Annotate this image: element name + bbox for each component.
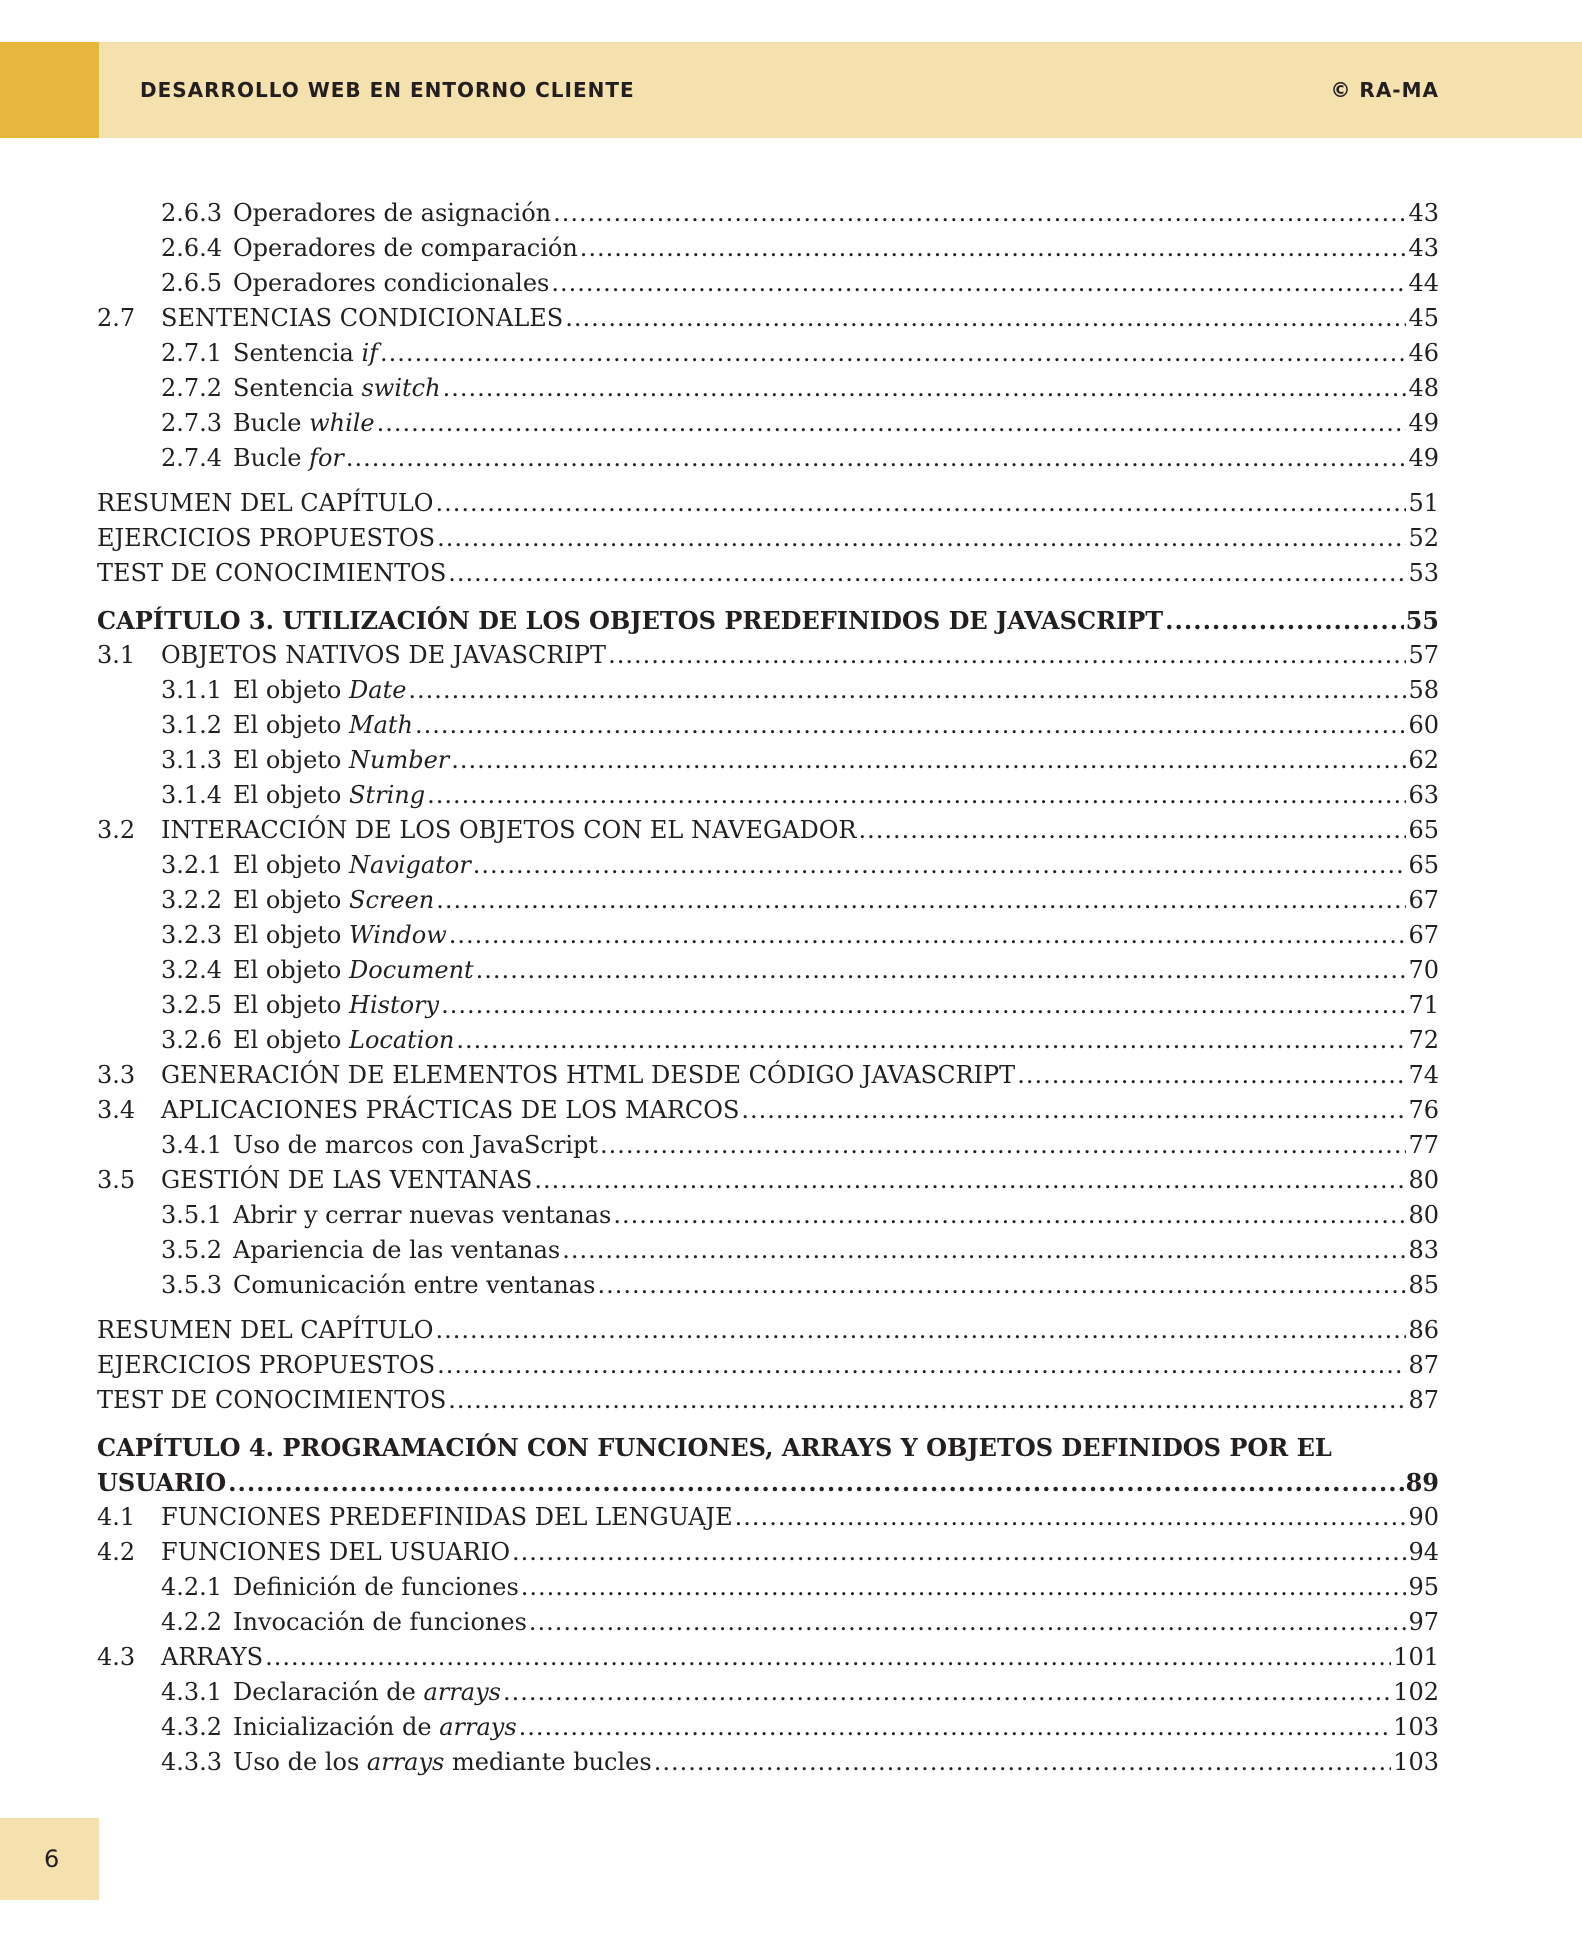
toc-entry-label [233, 441, 344, 476]
toc-entry-label [233, 1128, 598, 1163]
toc-entry-italic-term: for [309, 444, 344, 472]
dot-leader [735, 1500, 1407, 1535]
toc-entry [97, 196, 1439, 231]
toc-entry-number: 2.7.1 [161, 339, 223, 367]
toc-entry-number: 3.4.1 [161, 1131, 223, 1159]
dot-leader [427, 778, 1406, 813]
toc-entry-text: Operadores de asignación [233, 199, 552, 227]
toc-entry-label [233, 918, 447, 953]
toc-entry-text: El objeto [233, 991, 342, 1019]
toc-entry-text: El objeto [233, 746, 342, 774]
toc-entry-page: 74 [1408, 1061, 1439, 1089]
toc-entry-page: 86 [1408, 1316, 1439, 1344]
toc-entry-page: 95 [1408, 1573, 1439, 1601]
dot-leader [608, 638, 1406, 673]
dot-leader [435, 1313, 1406, 1348]
toc-entry [97, 371, 1439, 406]
toc-entry-page: 103 [1393, 1748, 1439, 1776]
dot-leader [551, 266, 1406, 301]
toc-entry [97, 743, 1439, 778]
dot-leader [1017, 1058, 1406, 1093]
toc-entry-text: El objeto [233, 711, 342, 739]
toc-entry-text: CAPÍTULO 3. UTILIZACIÓN DE LOS OBJETOS PREDEFINIDOS DE JAVASCRIPT [97, 606, 1164, 635]
toc-entry-number: 3.3 [97, 1061, 136, 1089]
dot-leader [437, 1348, 1406, 1383]
toc-entry [97, 1535, 1439, 1570]
toc-entry [97, 1163, 1439, 1198]
toc-entry-text: TEST DE CONOCIMIENTOS [97, 559, 447, 587]
toc-entry-page: 53 [1408, 559, 1439, 587]
dot-leader [346, 441, 1407, 476]
toc-entry-italic-term: Window [349, 921, 447, 949]
toc-entry-label [161, 638, 606, 673]
dot-leader [443, 371, 1407, 406]
dot-leader [441, 988, 1406, 1023]
toc-entry-page: 60 [1408, 711, 1439, 739]
toc-entry-label [97, 486, 433, 521]
toc-entry-page: 80 [1408, 1201, 1439, 1229]
toc-entry-page: 89 [1405, 1468, 1439, 1497]
toc-entry-text: OBJETOS NATIVOS DE JAVASCRIPT [161, 641, 607, 669]
toc-entry-label [233, 371, 441, 406]
toc-entry [97, 486, 1439, 521]
toc-entry-text: El objeto [233, 851, 342, 879]
toc-entry-label [97, 603, 1163, 638]
header-accent-block [0, 42, 99, 138]
toc-entry-label [161, 1058, 1015, 1093]
toc-entry [97, 708, 1439, 743]
toc-entry-label [233, 743, 449, 778]
toc-entry [97, 778, 1439, 813]
toc-entry-text: El objeto [233, 676, 342, 704]
toc-entry-page: 48 [1408, 374, 1439, 402]
toc-entry-label [161, 301, 563, 336]
toc-entry-number: 4.3.2 [161, 1713, 223, 1741]
toc-entry-number: 2.7.2 [161, 374, 223, 402]
toc-entry-page: 83 [1408, 1236, 1439, 1264]
toc-entry-text: Comunicación entre ventanas [233, 1271, 596, 1299]
toc-entry-page: 71 [1408, 991, 1439, 1019]
toc-entry-page: 103 [1393, 1713, 1439, 1741]
toc-entry-number: 4.2 [97, 1538, 136, 1566]
dot-leader [521, 1570, 1407, 1605]
toc-entry-italic-term: Number [349, 746, 450, 774]
toc-entry-text: Bucle [233, 409, 302, 437]
toc-entry-label [233, 196, 551, 231]
toc-entry-label [233, 231, 578, 266]
dot-leader [476, 953, 1407, 988]
toc-entry [97, 406, 1439, 441]
dot-leader [451, 743, 1406, 778]
dot-leader [435, 486, 1406, 521]
toc-entry-label [97, 521, 435, 556]
toc-entry [97, 336, 1439, 371]
toc-entry-text: El objeto [233, 886, 342, 914]
toc-entry-number: 2.7.4 [161, 444, 223, 472]
toc-entry-number: 4.3.3 [161, 1748, 223, 1776]
toc-entry-text: FUNCIONES DEL USUARIO [161, 1538, 511, 1566]
toc-entry-text: INTERACCIÓN DE LOS OBJETOS CON EL NAVEGADOR [161, 816, 857, 844]
toc-entry-text: El objeto [233, 921, 342, 949]
toc-entry-number: 3.1 [97, 641, 136, 669]
toc-entry-italic-term: Document [349, 956, 474, 984]
toc-entry-label [233, 673, 406, 708]
toc-entry [97, 1745, 1439, 1780]
toc-entry-number: 4.1 [97, 1503, 136, 1531]
toc-entry-label [161, 813, 856, 848]
toc-entry-italic-term: Navigator [349, 851, 471, 879]
toc-entry-number: 3.5.3 [161, 1271, 223, 1299]
toc-entry-page: 67 [1408, 921, 1439, 949]
toc-entry-number: 3.1.3 [161, 746, 223, 774]
toc-entry-text: SENTENCIAS CONDICIONALES [161, 304, 564, 332]
toc-entry-label [233, 336, 378, 371]
toc-entry-page: 51 [1408, 489, 1439, 517]
dot-leader [473, 848, 1407, 883]
toc-entry-number: 3.5.1 [161, 1201, 223, 1229]
toc-entry-text: GENERACIÓN DE ELEMENTOS HTML DESDE CÓDIGO JAVASCRIPT [161, 1061, 1016, 1089]
toc-entry-number: 3.2.3 [161, 921, 223, 949]
toc-entry-label [97, 556, 446, 591]
dot-leader [512, 1535, 1406, 1570]
toc-entry-text: Operadores condicionales [233, 269, 550, 297]
toc-entry-label [233, 1605, 527, 1640]
toc-entry-text-suffix: mediante bucles [451, 1748, 652, 1776]
toc-entry [97, 883, 1439, 918]
toc-entry-number: 4.3 [97, 1643, 136, 1671]
dot-leader [858, 813, 1406, 848]
toc-entry-page: 45 [1408, 304, 1439, 332]
toc-entry [97, 1348, 1439, 1383]
toc-entry [97, 1640, 1439, 1675]
toc-entry-label [97, 1465, 226, 1500]
toc-entry-page: 62 [1408, 746, 1439, 774]
toc-entry-text: RESUMEN DEL CAPÍTULO [97, 489, 434, 517]
dot-leader [597, 1268, 1406, 1303]
toc-entry-text: ARRAYS [161, 1643, 264, 1671]
toc-entry-label [97, 1383, 446, 1418]
toc-entry-text: Sentencia [233, 339, 354, 367]
toc-entry-text: El objeto [233, 956, 342, 984]
toc-entry-label [233, 1745, 652, 1780]
toc-entry-text: EJERCICIOS PROPUESTOS [97, 524, 436, 552]
toc-entry-label [233, 988, 439, 1023]
toc-entry-page: 43 [1408, 234, 1439, 262]
toc-entry-text: Uso de marcos con JavaScript [233, 1131, 599, 1159]
dot-leader [415, 708, 1406, 743]
toc-entry-number: 3.2.6 [161, 1026, 223, 1054]
toc-entry-label [97, 1430, 1332, 1465]
toc-entry [97, 1128, 1439, 1163]
toc-entry [97, 1500, 1439, 1535]
dot-leader [565, 301, 1406, 336]
dot-leader [448, 1383, 1406, 1418]
toc-entry-label [233, 1268, 595, 1303]
toc-entry-italic-term: Location [349, 1026, 455, 1054]
toc-entry-text: CAPÍTULO 4. PROGRAMACIÓN CON FUNCIONES, ARRAYS Y OBJETOS DEFINIDOS POR EL [97, 1433, 1332, 1462]
toc-entry-label [233, 708, 413, 743]
toc-entry [97, 441, 1439, 476]
toc-entry [97, 1058, 1439, 1093]
toc-entry-label [233, 778, 425, 813]
dot-leader [1165, 603, 1403, 638]
toc-entry-label [233, 406, 375, 441]
toc-entry [97, 673, 1439, 708]
toc-entry-number: 3.2.5 [161, 991, 223, 1019]
toc-entry-text: Apariencia de las ventanas [233, 1236, 561, 1264]
toc-entry-label [233, 848, 471, 883]
toc-entry-label [161, 1535, 510, 1570]
dot-leader [529, 1605, 1407, 1640]
toc-chapter-entry [97, 1465, 1439, 1500]
toc-entry-italic-term: History [349, 991, 440, 1019]
toc-entry-page: 80 [1408, 1166, 1439, 1194]
toc-entry-label [161, 1093, 739, 1128]
toc-entry-number: 3.2.2 [161, 886, 223, 914]
toc-entry [97, 638, 1439, 673]
dot-leader [265, 1640, 1391, 1675]
toc-entry-page: 43 [1408, 199, 1439, 227]
toc-entry-number: 2.7 [97, 304, 136, 332]
dot-leader [436, 883, 1406, 918]
toc-entry-page: 57 [1408, 641, 1439, 669]
toc-entry-label [233, 1198, 611, 1233]
toc-entry-page: 77 [1408, 1131, 1439, 1159]
toc-chapter-entry [97, 1430, 1439, 1465]
toc-entry-page: 46 [1408, 339, 1439, 367]
toc-entry [97, 231, 1439, 266]
toc-entry-text: El objeto [233, 1026, 342, 1054]
toc-entry-page: 52 [1408, 524, 1439, 552]
dot-leader [503, 1675, 1391, 1710]
toc-entry-label [233, 953, 474, 988]
toc-entry-text: Abrir y cerrar nuevas ventanas [233, 1201, 612, 1229]
toc-entry-italic-term: arrays [366, 1748, 445, 1776]
toc-entry-number: 3.5 [97, 1166, 136, 1194]
toc-entry-number: 3.1.2 [161, 711, 223, 739]
toc-entry [97, 1710, 1439, 1745]
toc-entry-label [233, 1233, 560, 1268]
dot-leader [600, 1128, 1406, 1163]
toc-entry-page: 44 [1408, 269, 1439, 297]
toc-entry-number: 3.1.4 [161, 781, 223, 809]
toc-entry-number: 4.2.1 [161, 1573, 223, 1601]
toc-entry-label [233, 1570, 519, 1605]
toc-entry [97, 813, 1439, 848]
toc-entry-page: 55 [1405, 606, 1439, 635]
toc-entry-label [233, 266, 549, 301]
toc-entry-text: El objeto [233, 781, 342, 809]
toc-entry [97, 1675, 1439, 1710]
toc-entry-page: 49 [1408, 444, 1439, 472]
toc-entry-page: 87 [1408, 1351, 1439, 1379]
toc-entry-page: 76 [1408, 1096, 1439, 1124]
toc-entry-page: 65 [1408, 816, 1439, 844]
toc-entry-number: 2.6.3 [161, 199, 223, 227]
toc-entry-page: 102 [1393, 1678, 1439, 1706]
toc-entry-number: 2.7.3 [161, 409, 223, 437]
dot-leader [553, 196, 1406, 231]
toc-entry-page: 63 [1408, 781, 1439, 809]
toc-entry-text: Declaración de [233, 1678, 416, 1706]
toc-entry-label [161, 1163, 532, 1198]
dot-leader [534, 1163, 1406, 1198]
toc-entry [97, 1313, 1439, 1348]
toc-entry-number: 2.6.5 [161, 269, 223, 297]
toc-entry-label [233, 883, 434, 918]
toc-entry-number: 3.1.1 [161, 676, 223, 704]
toc-entry-text: Sentencia [233, 374, 354, 402]
dot-leader [456, 1023, 1406, 1058]
toc-entry-page: 85 [1408, 1271, 1439, 1299]
toc-entry-page: 90 [1408, 1503, 1439, 1531]
toc-entry-italic-term: arrays [423, 1678, 501, 1706]
toc-entry-label [161, 1500, 733, 1535]
toc-entry-text: FUNCIONES PREDEFINIDAS DEL LENGUAJE [161, 1503, 733, 1531]
toc-entry [97, 301, 1439, 336]
toc-entry-number: 3.5.2 [161, 1236, 223, 1264]
table-of-contents [97, 196, 1439, 1780]
toc-entry [97, 521, 1439, 556]
toc-entry-italic-term: String [349, 781, 426, 809]
toc-entry-page: 70 [1408, 956, 1439, 984]
dot-leader [449, 918, 1407, 953]
toc-entry-text: Inicialización de [233, 1713, 432, 1741]
toc-entry [97, 1605, 1439, 1640]
toc-entry-italic-term: Math [349, 711, 413, 739]
toc-entry-page: 87 [1408, 1386, 1439, 1414]
toc-entry-text: Definición de funciones [233, 1573, 519, 1601]
dot-leader [408, 673, 1406, 708]
toc-entry-number: 2.6.4 [161, 234, 223, 262]
dot-leader [654, 1745, 1392, 1780]
toc-entry-number: 4.2.2 [161, 1608, 223, 1636]
toc-entry-label [161, 1640, 263, 1675]
toc-entry-page: 58 [1408, 676, 1439, 704]
toc-entry-number: 3.2.1 [161, 851, 223, 879]
toc-entry [97, 1383, 1439, 1418]
dot-leader [380, 336, 1406, 371]
toc-entry [97, 1233, 1439, 1268]
toc-entry [97, 266, 1439, 301]
toc-entry-italic-term: Date [349, 676, 407, 704]
toc-entry-text: Uso de los [233, 1748, 360, 1776]
dot-leader [377, 406, 1407, 441]
dot-leader [562, 1233, 1406, 1268]
toc-entry-label [233, 1675, 501, 1710]
toc-entry-italic-term: arrays [439, 1713, 517, 1741]
toc-entry-text: Invocación de funciones [233, 1608, 527, 1636]
toc-entry-number: 3.2 [97, 816, 136, 844]
toc-entry-page: 49 [1408, 409, 1439, 437]
toc-entry-number: 4.3.1 [161, 1678, 223, 1706]
toc-entry-text: GESTIÓN DE LAS VENTANAS [161, 1166, 533, 1194]
toc-entry-label [233, 1023, 454, 1058]
toc-entry-page: 72 [1408, 1026, 1439, 1054]
toc-entry-label [233, 1710, 517, 1745]
toc-entry [97, 1023, 1439, 1058]
dot-leader [613, 1198, 1406, 1233]
toc-entry [97, 988, 1439, 1023]
toc-entry-italic-term: Screen [349, 886, 435, 914]
toc-entry [97, 1570, 1439, 1605]
dot-leader [741, 1093, 1406, 1128]
toc-entry-text: RESUMEN DEL CAPÍTULO [97, 1316, 434, 1344]
toc-entry-page: 67 [1408, 886, 1439, 914]
toc-chapter-entry [97, 603, 1439, 638]
toc-entry-page: 65 [1408, 851, 1439, 879]
toc-entry-number: 3.2.4 [161, 956, 223, 984]
toc-entry-label [97, 1348, 435, 1383]
toc-entry-text: EJERCICIOS PROPUESTOS [97, 1351, 436, 1379]
dot-leader [580, 231, 1407, 266]
dot-leader [228, 1465, 1403, 1500]
toc-entry-text: USUARIO [97, 1468, 227, 1497]
toc-entry-italic-term: if [361, 339, 379, 367]
dot-leader [437, 521, 1406, 556]
toc-entry-text: Operadores de comparación [233, 234, 578, 262]
toc-entry-label [97, 1313, 433, 1348]
publisher-mark: © RA-MA [1330, 78, 1439, 102]
toc-entry-page: 101 [1393, 1643, 1439, 1671]
toc-entry-text: Bucle [233, 444, 302, 472]
toc-entry-page: 94 [1408, 1538, 1439, 1566]
toc-entry-text: TEST DE CONOCIMIENTOS [97, 1386, 447, 1414]
book-title: DESARROLLO WEB EN ENTORNO CLIENTE [140, 78, 635, 102]
toc-entry-number: 3.4 [97, 1096, 136, 1124]
toc-entry [97, 1093, 1439, 1128]
dot-leader [519, 1710, 1392, 1745]
toc-entry [97, 1198, 1439, 1233]
page-number: 6 [44, 1845, 60, 1873]
toc-entry [97, 953, 1439, 988]
toc-entry-text: APLICACIONES PRÁCTICAS DE LOS MARCOS [161, 1096, 740, 1124]
toc-entry [97, 556, 1439, 591]
toc-entry [97, 918, 1439, 953]
toc-entry [97, 848, 1439, 883]
toc-entry-page: 97 [1408, 1608, 1439, 1636]
toc-entry [97, 1268, 1439, 1303]
dot-leader [448, 556, 1406, 591]
toc-entry-italic-term: switch [361, 374, 441, 402]
toc-entry-italic-term: while [309, 409, 375, 437]
